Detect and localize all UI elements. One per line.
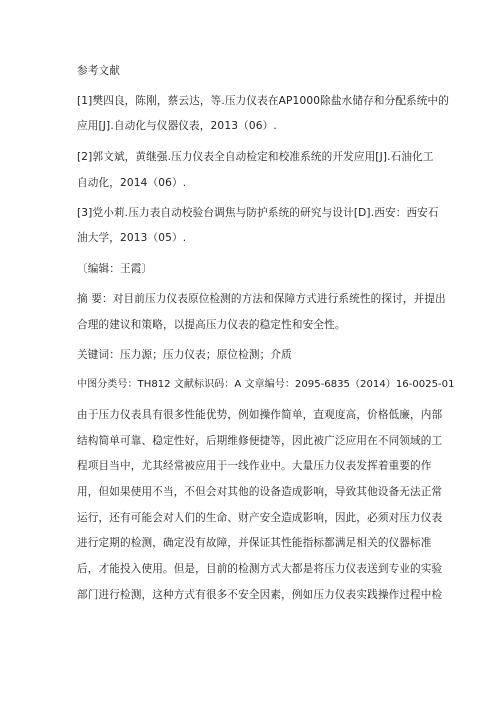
body-line-4: 用，但如果使用不当，不但会对其他的设备造成影响，导致其他设备无法正常 — [77, 486, 443, 498]
reference-2-line-1: [2]郭文斌，黄继强.压力仪表全自动检定和校准系统的开发应用[J].石油化工 — [77, 151, 434, 163]
reference-3-line-1: [3]党小莉.压力表自动校验台调焦与防护系统的研究与设计[D].西安：西安石 — [77, 207, 439, 219]
body-line-3: 程项目当中，尤其经常被应用于一线作业中。大量压力仪表发挥着重要的作 — [77, 460, 432, 472]
editor-note: 〔编辑：王霞〕 — [77, 263, 153, 275]
abstract-line-1: 摘 要：对目前压力仪表原位检测的方法和保障方式进行系统性的探讨，并提出 — [77, 293, 446, 305]
body-line-7: 后，才能投入使用。但是，目前的检测方式大都是将压力仪表送到专业的实验 — [77, 563, 443, 575]
reference-3-line-2: 油大学，2013（05）. — [77, 232, 187, 244]
reference-1-line-1: [1]樊四良，陈刚，蔡云达，等.压力仪表在AP1000除盐水储存和分配系统中的 — [77, 95, 450, 107]
body-line-5: 运行，还有可能会对人们的生命、财产安全造成影响，因此，必须对压力仪表 — [77, 512, 443, 524]
reference-2-line-2: 自动化，2014（06）. — [77, 177, 187, 189]
classification-line: 中图分类号：TH812 文献标识码：A 文章编号：2095-6835（2014）16-0025-01 — [77, 379, 455, 390]
reference-1-line-2: 应用[J].自动化与仪器仪表，2013（06）. — [77, 120, 277, 132]
body-line-1: 由于压力仪表具有很多性能优势，例如操作简单，直观度高，价格低廉，内部 — [77, 409, 443, 421]
keywords: 关键词：压力源；压力仪表；原位检测；介质 — [77, 349, 292, 361]
body-line-6: 进行定期的检测，确定没有故障，并保证其性能指标都满足相关的仪器标准 — [77, 537, 432, 549]
references-heading: 参考文献 — [77, 65, 120, 77]
body-line-2: 结构简单可靠、稳定性好，后期维修便捷等，因此被广泛应用在不同领域的工 — [77, 435, 443, 447]
body-line-8: 部门进行检测，这种方式有很多不安全因素，例如压力仪表实践操作过程中检 — [77, 589, 443, 601]
abstract-line-2: 合理的建议和策略，以提高压力仪表的稳定性和安全性。 — [77, 319, 346, 331]
